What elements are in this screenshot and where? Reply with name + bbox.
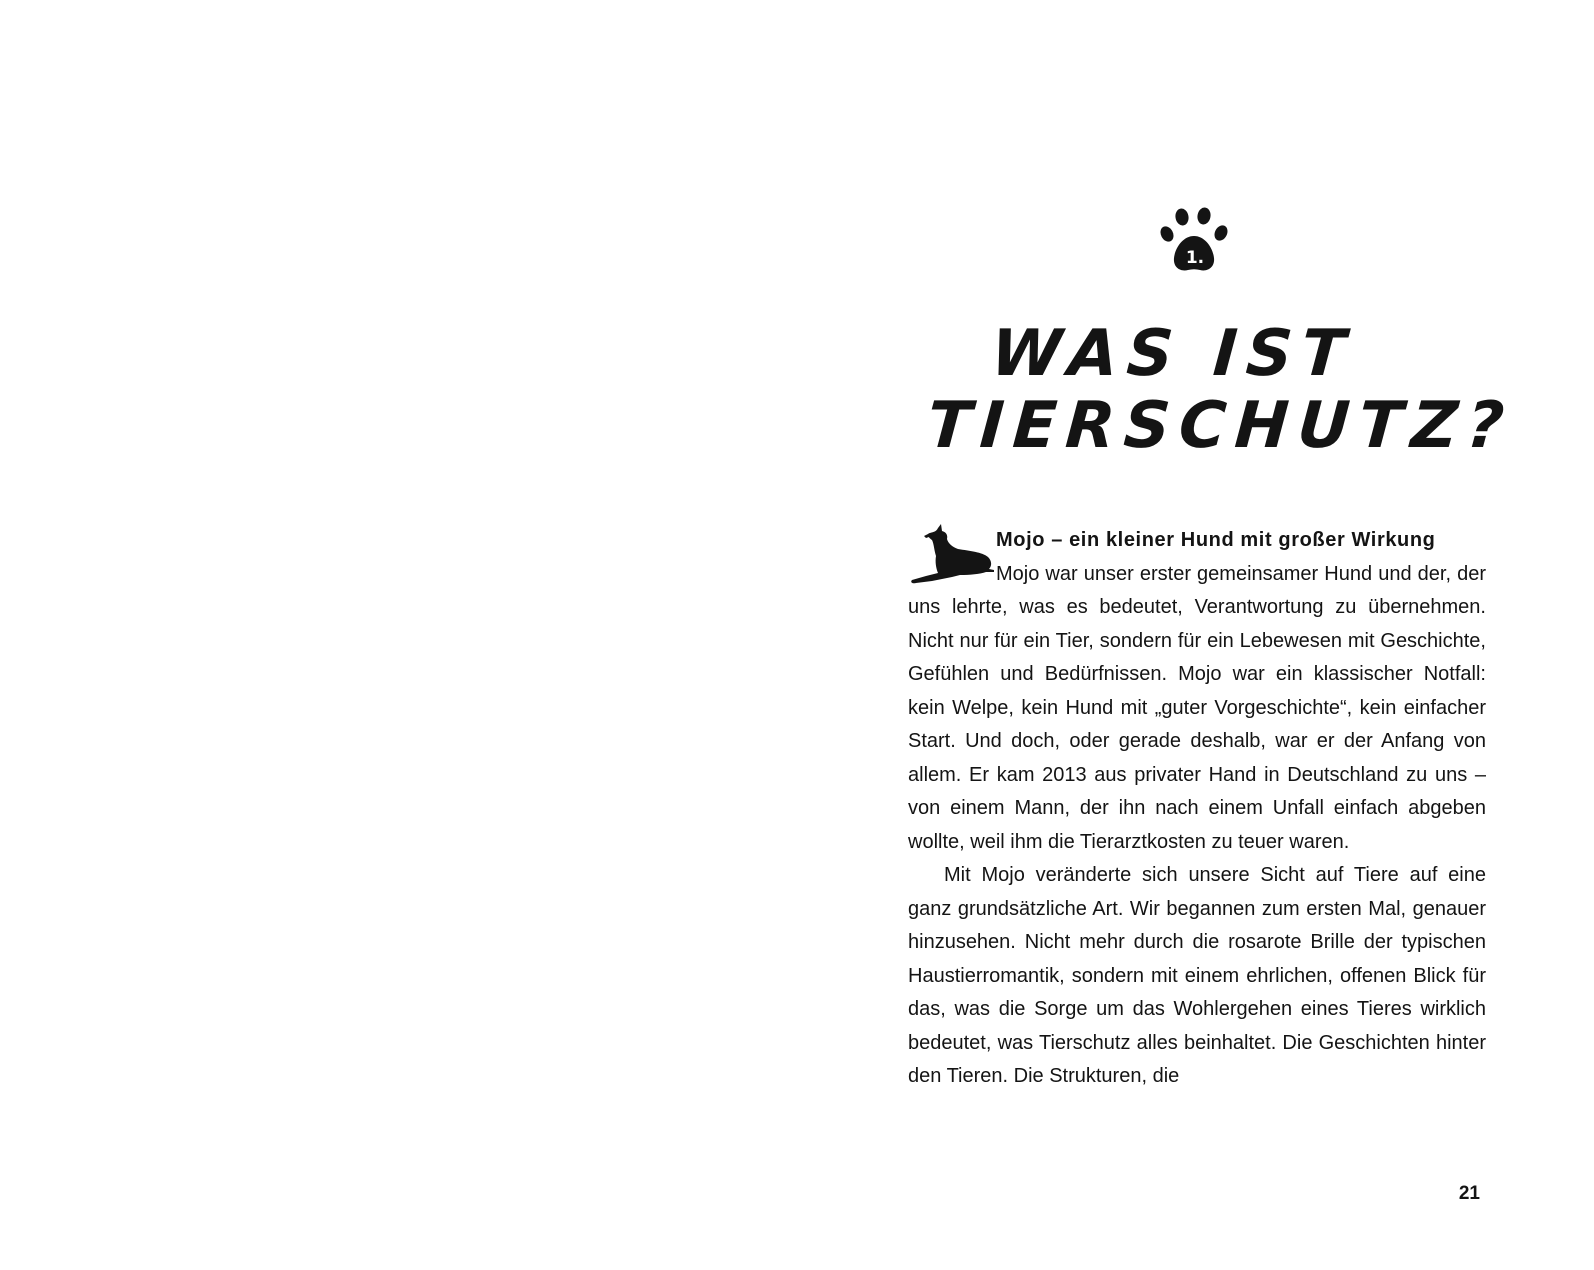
page-number: 21 — [1458, 1183, 1480, 1204]
chapter-title — [924, 317, 1516, 463]
chapter-number: 1. — [1185, 248, 1205, 268]
section-heading: Mojo – ein kleiner Hund mit großer Wirkung — [996, 529, 1436, 551]
chapter-title-line-2: TIERSCHUTZ? — [924, 389, 1516, 463]
paragraph-2: Mit Mojo veränderte sich unsere Sicht auf Tiere auf eine ganz grundsätzliche Art. Wir begannen zum ersten Mal, genauer hinzusehen. Nicht mehr durch die rosarote Brille der typischen Haustierromantik, sondern mit einem ehrlichen, offenen Blick für das, was die Sorge um das Wohlergehen eines Tieres wirklich bedeutet, was Tierschutz alles beinhaltet. Die Geschichten hinter den Tieren. Die Strukturen, die — [908, 864, 1486, 1087]
paragraph-1: Mojo war unser erster gemeinsamer Hund und der, der uns lehrte, was es bedeutet, Verantwortung zu übernehmen. Nicht nur für ein Tier, sondern für ein Lebewesen mit Geschichte, Gefühlen und Bedürfnissen. Mojo war ein klassischer Notfall: kein Welpe, kein Hund mit „guter Vorgeschichte“, kein einfacher Start. Und doch, oder gerade deshalb, war er der Anfang von allem. Er kam 2013 aus privater Hand in Deutschland zu uns – von einem Mann, der ihn nach einem Unfall einfach abgeben wollte, weil ihm die Tierarztkosten zu teuer waren. — [908, 562, 1486, 853]
body-text — [908, 524, 1486, 1094]
chapter-title-line-1: WAS IST — [988, 317, 1357, 391]
